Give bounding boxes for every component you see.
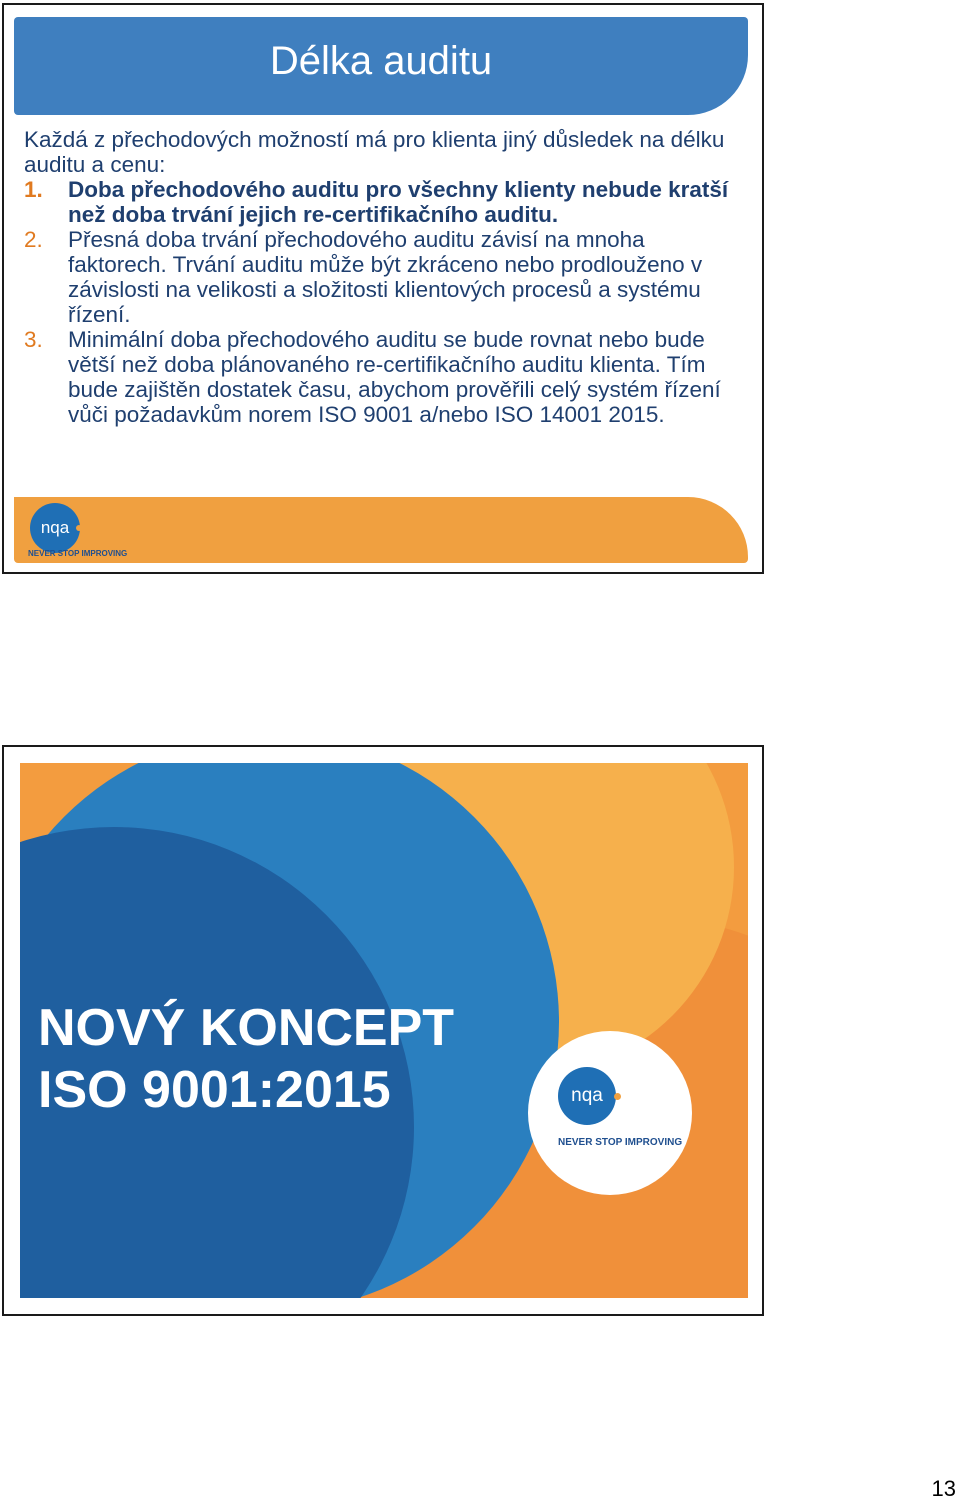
logo-circle: nqa <box>558 1067 616 1125</box>
slide-2 <box>2 745 764 1316</box>
item-text: Přesná doba trvání přechodového auditu závisí na mnoha faktorech. Trvání auditu může být zkráceno nebo prodlouženo v závislosti na velikosti a složitosti klientových procesů a systému řízení. <box>68 227 703 327</box>
slide-body <box>24 127 746 427</box>
title-line-1: NOVÝ KONCEPT <box>38 999 455 1057</box>
item-number: 1. <box>24 177 43 202</box>
title-bar <box>14 17 748 115</box>
nqa-logo <box>22 503 132 563</box>
logo-tagline: NEVER STOP IMPROVING <box>558 1137 683 1148</box>
nqa-logo-large <box>528 1031 692 1195</box>
slide-2-title <box>38 997 454 1121</box>
page-number: 13 <box>931 1476 956 1501</box>
list-item-1 <box>24 177 746 227</box>
item-text: Doba přechodového auditu pro všechny klienty nebude kratší než doba trvání jejich re-certifikačního auditu. <box>68 177 729 227</box>
logo-tagline: NEVER STOP IMPROVING <box>28 549 128 558</box>
slide-1 <box>2 3 764 574</box>
item-number: 2. <box>24 227 43 252</box>
list-item-2 <box>24 227 746 327</box>
intro-text: Každá z přechodových možností má pro klienta jiný důsledek na délku auditu a cenu: <box>24 127 725 177</box>
title-line-2: ISO 9001:2015 <box>38 1061 391 1119</box>
list-item-3 <box>24 327 746 427</box>
logo-circle: nqa <box>30 503 80 553</box>
logo-dot <box>614 1093 621 1100</box>
item-text: Minimální doba přechodového auditu se bude rovnat nebo bude větší než doba plánovaného re-certifikačního auditu klienta. Tím bude zajištěn dostatek času, abychom prověřili celý systém řízení vůči požadavkům norem ISO 9001 a/nebo ISO 14001 2015. <box>68 327 721 427</box>
slide-title: Délka auditu <box>269 39 493 83</box>
item-number: 3. <box>24 327 43 352</box>
logo-dot <box>76 525 82 531</box>
